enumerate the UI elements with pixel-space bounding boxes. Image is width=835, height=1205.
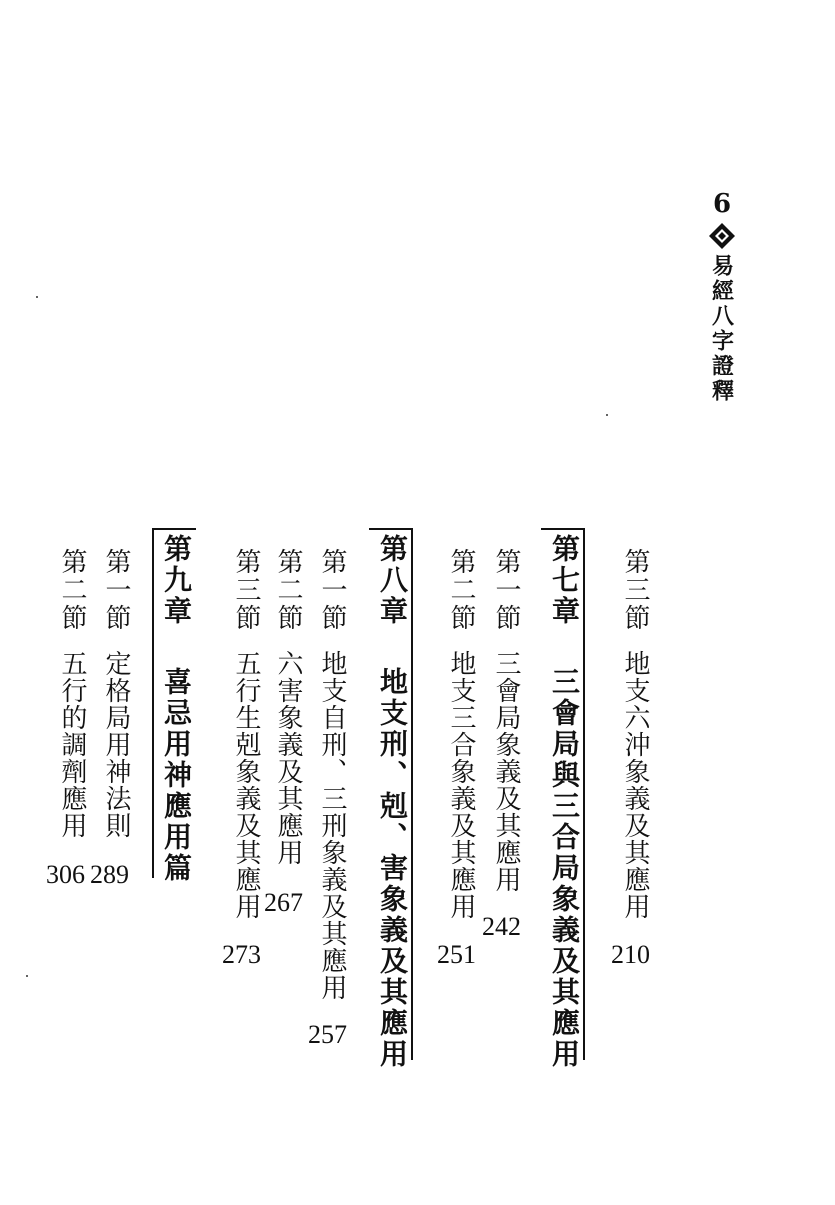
section-label: 第一節 bbox=[101, 548, 131, 632]
page-ref: 210 bbox=[611, 940, 650, 969]
scan-speck bbox=[36, 296, 38, 298]
chapter-title: 三會局與三合局象義及其應用 bbox=[548, 667, 581, 1070]
page-ref: 257 bbox=[308, 1020, 347, 1049]
toc-entry-section[interactable] bbox=[270, 548, 306, 866]
chapter-label: 第八章 bbox=[376, 534, 409, 627]
chapter-title: 喜忌用神應用篇 bbox=[160, 667, 193, 884]
section-title: 地支三合象義及其應用 bbox=[446, 650, 476, 920]
section-title: 定格局用神法則 bbox=[101, 650, 131, 839]
section-title: 三會局象義及其應用 bbox=[491, 650, 521, 893]
page-ref: 306 bbox=[46, 860, 85, 889]
toc-entry-section[interactable] bbox=[228, 548, 264, 920]
chapter-title: 地支刑、剋、害象義及其應用 bbox=[376, 667, 409, 1070]
section-label: 第三節 bbox=[231, 548, 261, 632]
scan-speck bbox=[606, 414, 608, 416]
page-ref: 251 bbox=[437, 940, 476, 969]
scan-speck bbox=[26, 975, 28, 977]
running-header bbox=[706, 188, 738, 404]
section-label: 第二節 bbox=[57, 548, 87, 632]
section-title: 地支六沖象義及其應用 bbox=[620, 650, 650, 920]
book-title: 易經八字證釋 bbox=[708, 254, 735, 404]
section-title: 地支自刑、三刑象義及其應用 bbox=[317, 650, 347, 1001]
page-ref: 242 bbox=[482, 912, 521, 941]
page-ref: 267 bbox=[264, 888, 303, 917]
section-title: 五行生剋象義及其應用 bbox=[231, 650, 261, 920]
section-label: 第一節 bbox=[491, 548, 521, 632]
toc-entry-chapter[interactable] bbox=[158, 520, 194, 898]
page-ref: 289 bbox=[90, 860, 129, 889]
toc-entry-section[interactable] bbox=[54, 548, 90, 839]
chapter-rule bbox=[152, 528, 154, 878]
section-title: 五行的調劑應用 bbox=[57, 650, 87, 839]
toc-entry-section[interactable] bbox=[617, 548, 653, 920]
chapter-rule bbox=[583, 528, 585, 1060]
toc-entry-chapter[interactable] bbox=[546, 520, 582, 1084]
section-title: 六害象義及其應用 bbox=[273, 650, 303, 866]
toc-entry-section[interactable] bbox=[314, 548, 350, 1001]
toc-entry-section[interactable] bbox=[98, 548, 134, 839]
chapter-rule bbox=[411, 528, 413, 1060]
page-ref: 273 bbox=[222, 940, 261, 969]
diamond-ornament-icon bbox=[708, 222, 736, 250]
chapter-label: 第九章 bbox=[160, 534, 193, 627]
chapter-label: 第七章 bbox=[548, 534, 581, 627]
section-label: 第二節 bbox=[273, 548, 303, 632]
page-number: 6 bbox=[712, 189, 732, 219]
section-label: 第二節 bbox=[446, 548, 476, 632]
toc-entry-chapter[interactable] bbox=[374, 520, 410, 1084]
section-label: 第三節 bbox=[620, 548, 650, 632]
toc-entry-section[interactable] bbox=[488, 548, 524, 893]
section-label: 第一節 bbox=[317, 548, 347, 632]
toc-entry-section[interactable] bbox=[443, 548, 479, 920]
